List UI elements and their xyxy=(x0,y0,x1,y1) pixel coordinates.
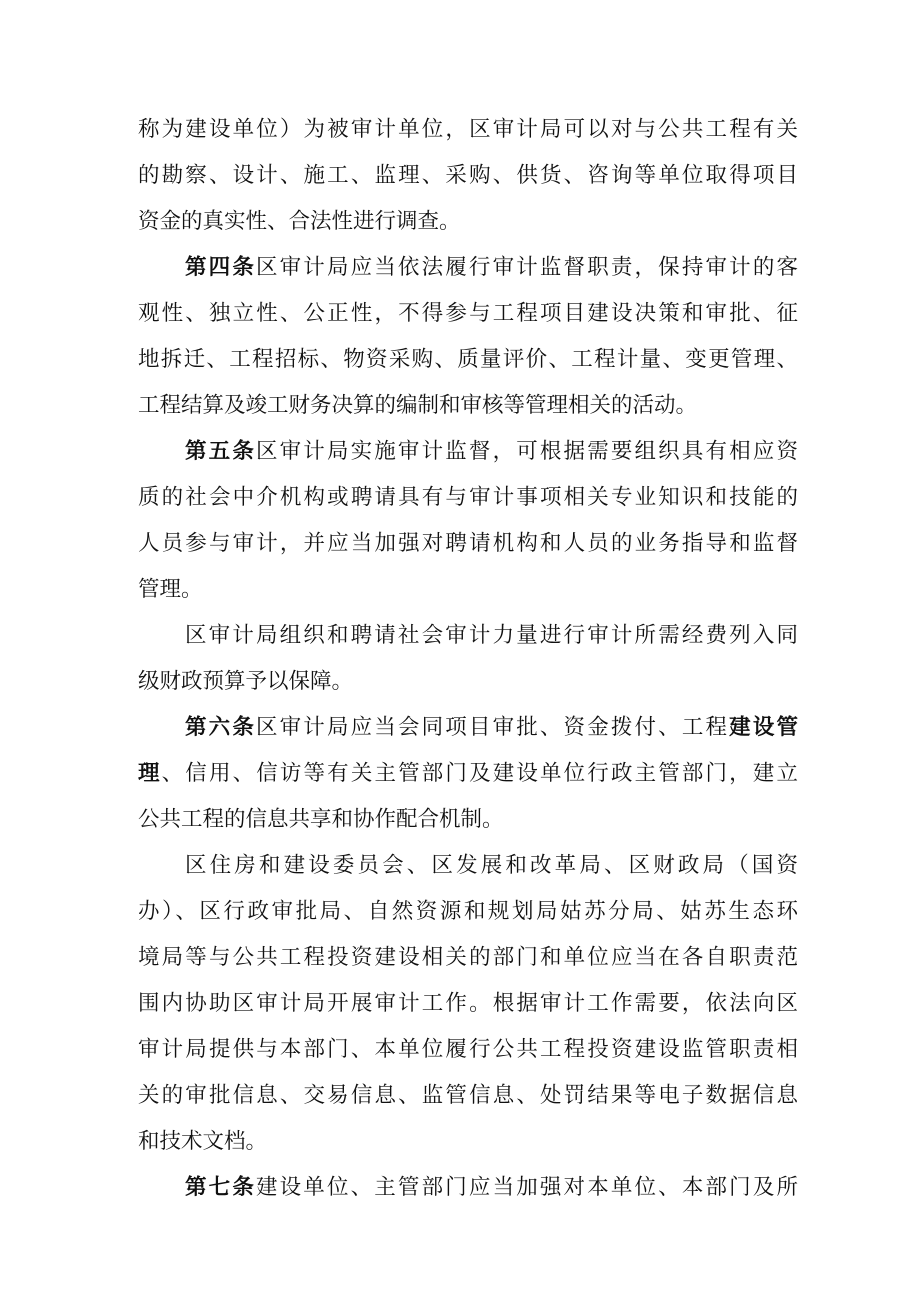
article-6-heading-line: 第六条区审计局应当会同项目审批、资金拨付、工程建设管 xyxy=(185,715,798,740)
text-line: 人员参与审计，并应当加强对聘请机构和人员的业务指导和监督 xyxy=(138,531,798,556)
text-line: 审计局提供与本部门、本单位履行公共工程投资建设监管职责相 xyxy=(138,1037,798,1062)
text-line: 地拆迁、工程招标、物资采购、质量评价、工程计量、变更管理、 xyxy=(138,347,798,372)
text-line: 工程结算及竣工财务决算的编制和审核等管理相关的活动。 xyxy=(138,393,698,418)
text-line: 和技术文档。 xyxy=(138,1129,268,1154)
text-line: 管理。 xyxy=(138,577,203,602)
article-7-heading-line: 第七条建设单位、主管部门应当加强对本单位、本部门及所 xyxy=(185,1175,798,1200)
article-4-heading-line: 第四条区审计局应当依法履行审计监督职责，保持审计的客 xyxy=(185,255,798,280)
text-line: 观性、独立性、公正性，不得参与工程项目建设决策和审批、征 xyxy=(138,301,798,326)
article-5-heading-line: 第五条区审计局实施审计监督，可根据需要组织具有相应资 xyxy=(185,439,798,464)
bold-phrase: 理 xyxy=(138,761,162,786)
article-number: 第七条 xyxy=(185,1175,256,1200)
text-line: 区审计局组织和聘请社会审计力量进行审计所需经费列入同 xyxy=(185,623,798,648)
text-line: 围内协助区审计局开展审计工作。根据审计工作需要，依法向区 xyxy=(138,991,798,1016)
text-line: 关的审批信息、交易信息、监管信息、处罚结果等电子数据信息 xyxy=(138,1083,798,1108)
text-line: 公共工程的信息共享和协作配合机制。 xyxy=(138,807,504,832)
text-line: 办）、区行政审批局、自然资源和规划局姑苏分局、姑苏生态环 xyxy=(138,899,798,924)
bold-phrase: 建设管 xyxy=(729,715,798,740)
text-line: 质的社会中介机构或聘请具有与审计事项相关专业知识和技能的 xyxy=(138,485,798,510)
text-line: 资金的真实性、合法性进行调查。 xyxy=(138,209,461,234)
article-number: 第五条 xyxy=(185,439,256,464)
text-line: 理、信用、信访等有关主管部门及建设单位行政主管部门，建立 xyxy=(138,761,798,786)
text-line: 级财政预算予以保障。 xyxy=(138,669,354,694)
article-number: 第六条 xyxy=(185,715,256,740)
text-line: 称为建设单位）为被审计单位，区审计局可以对与公共工程有关 xyxy=(138,117,798,142)
article-number: 第四条 xyxy=(185,255,256,280)
text-line: 境局等与公共工程投资建设相关的部门和单位应当在各自职责范 xyxy=(138,945,798,970)
text-line: 区住房和建设委员会、区发展和改革局、区财政局（国资 xyxy=(185,853,798,878)
text-line: 的勘察、设计、施工、监理、采购、供货、咨询等单位取得项目 xyxy=(138,163,798,188)
